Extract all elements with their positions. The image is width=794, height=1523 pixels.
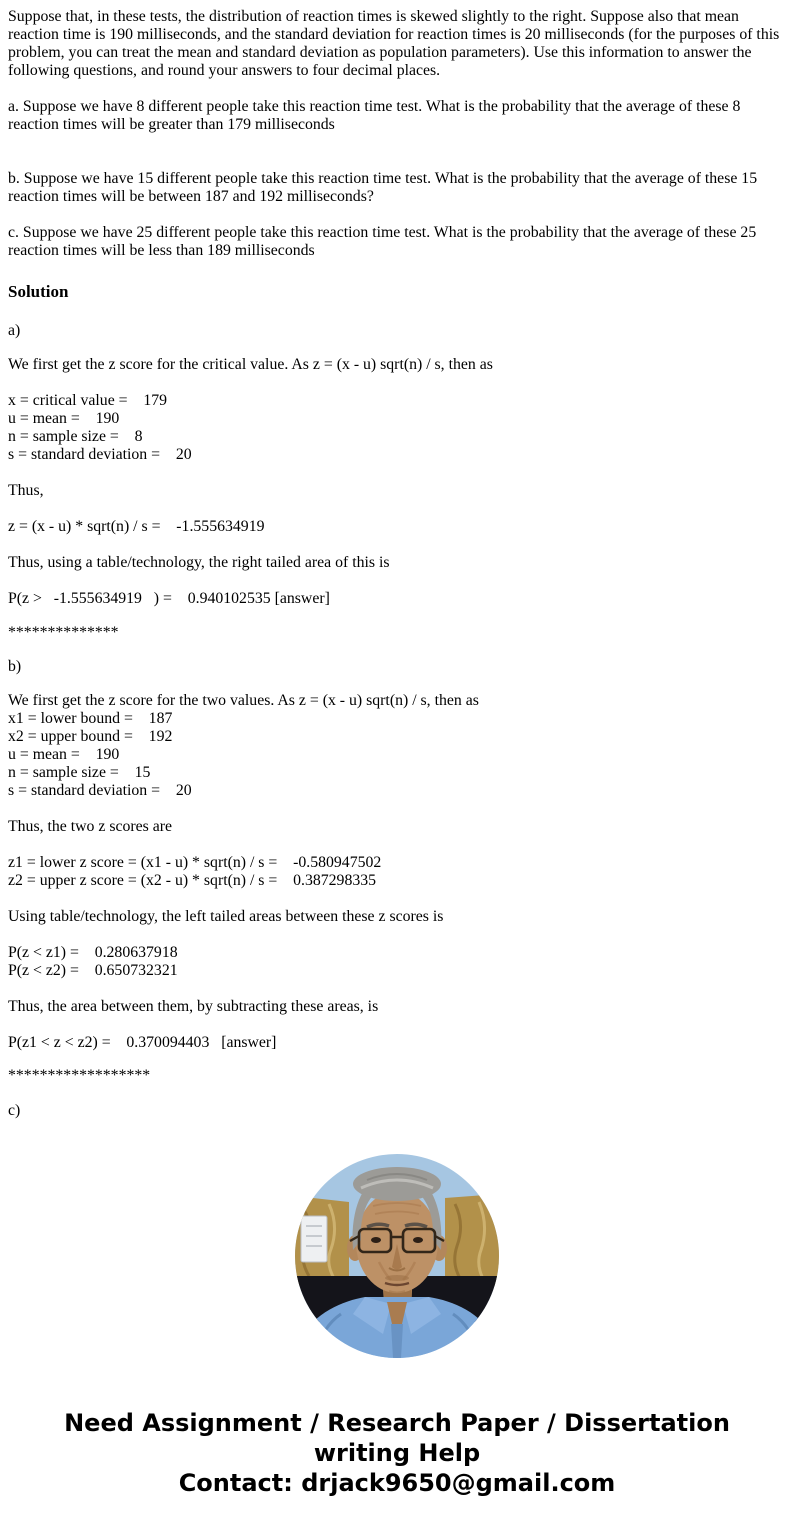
solution-b-table-text: Using table/technology, the left tailed areas between these z scores is: [8, 908, 444, 925]
param-line: x = critical value = 179: [8, 392, 168, 409]
param-line: u = mean = 190: [8, 410, 120, 427]
solution-b-label: b): [8, 658, 22, 675]
param-line: x1 = lower bound = 187: [8, 710, 173, 727]
solution-b-z-scores: [8, 854, 786, 890]
solution-a-answer: P(z > -1.555634919 ) = 0.940102535 [answer]: [8, 590, 330, 607]
problem-part-a: a. Suppose we have 8 different people take this reaction time test. What is the probability that the average of these 8 reaction times will be greater than 179 milliseconds: [8, 98, 745, 133]
solution-a-z-line: z = (x - u) * sqrt(n) / s = -1.555634919: [8, 518, 265, 535]
section-separator: **************: [8, 624, 119, 641]
problem-part-b: b. Suppose we have 15 different people take this reaction time test. What is the probability that the average of these 15 reaction times will be between 187 and 192 milliseconds?: [8, 170, 762, 205]
footer-banner: [47, 1408, 747, 1498]
footer-contact-email: Contact: drjack9650@gmail.com: [178, 1469, 616, 1497]
solution-b-subtract-text: Thus, the area between them, by subtracting these areas, is: [8, 998, 379, 1015]
probability-line: P(z < z2) = 0.650732321: [8, 962, 178, 979]
solution-c-label: c): [8, 1102, 21, 1119]
tutor-photo-container: [295, 1154, 499, 1358]
param-line: u = mean = 190: [8, 746, 120, 763]
solution-b-intro: We first get the z score for the two values. As z = (x - u) sqrt(n) / s, then as: [8, 692, 479, 709]
solution-a-thus: Thus,: [8, 482, 44, 499]
tutor-photo: [295, 1154, 499, 1358]
problem-part-c: c. Suppose we have 25 different people take this reaction time test. What is the probability that the average of these 25 reaction times will be less than 189 milliseconds: [8, 224, 761, 259]
solution-heading: Solution: [8, 282, 69, 301]
z-score-line: z2 = upper z score = (x2 - u) * sqrt(n) / s = 0.387298335: [8, 872, 377, 889]
section-separator: ******************: [8, 1067, 151, 1084]
z-score-line: z1 = lower z score = (x1 - u) * sqrt(n) / s = -0.580947502: [8, 854, 382, 871]
param-line: n = sample size = 8: [8, 428, 143, 445]
solution-a-params: [8, 392, 786, 464]
footer-help-text: Need Assignment / Research Paper / Dissertation writing Help: [64, 1409, 730, 1467]
solution-b-intro-params: [8, 692, 786, 800]
solution-a-label: a): [8, 322, 21, 339]
param-line: s = standard deviation = 20: [8, 446, 192, 463]
param-line: x2 = upper bound = 192: [8, 728, 173, 745]
probability-line: P(z < z1) = 0.280637918: [8, 944, 178, 961]
solution-b-answer: P(z1 < z < z2) = 0.370094403 [answer]: [8, 1034, 277, 1051]
solution-a-intro: We first get the z score for the critical value. As z = (x - u) sqrt(n) / s, then as: [8, 356, 493, 373]
param-line: s = standard deviation = 20: [8, 782, 192, 799]
tutor-photo-graphic: [295, 1154, 499, 1358]
solution-b-probabilities: [8, 944, 786, 980]
param-line: n = sample size = 15: [8, 764, 151, 781]
problem-intro: Suppose that, in these tests, the distribution of reaction times is skewed slightly to the right. Suppose also that mean reaction time is 190 milliseconds, and the standard deviation for reaction times is 20 milliseconds (for the purposes of this problem, you can treat the mean and standard deviation as population parameters). Use this information to answer the following questions, and round your answers to four decimal places.: [8, 8, 784, 79]
solution-b-two-scores-text: Thus, the two z scores are: [8, 818, 173, 835]
solution-a-area-text: Thus, using a table/technology, the right tailed area of this is: [8, 554, 390, 571]
